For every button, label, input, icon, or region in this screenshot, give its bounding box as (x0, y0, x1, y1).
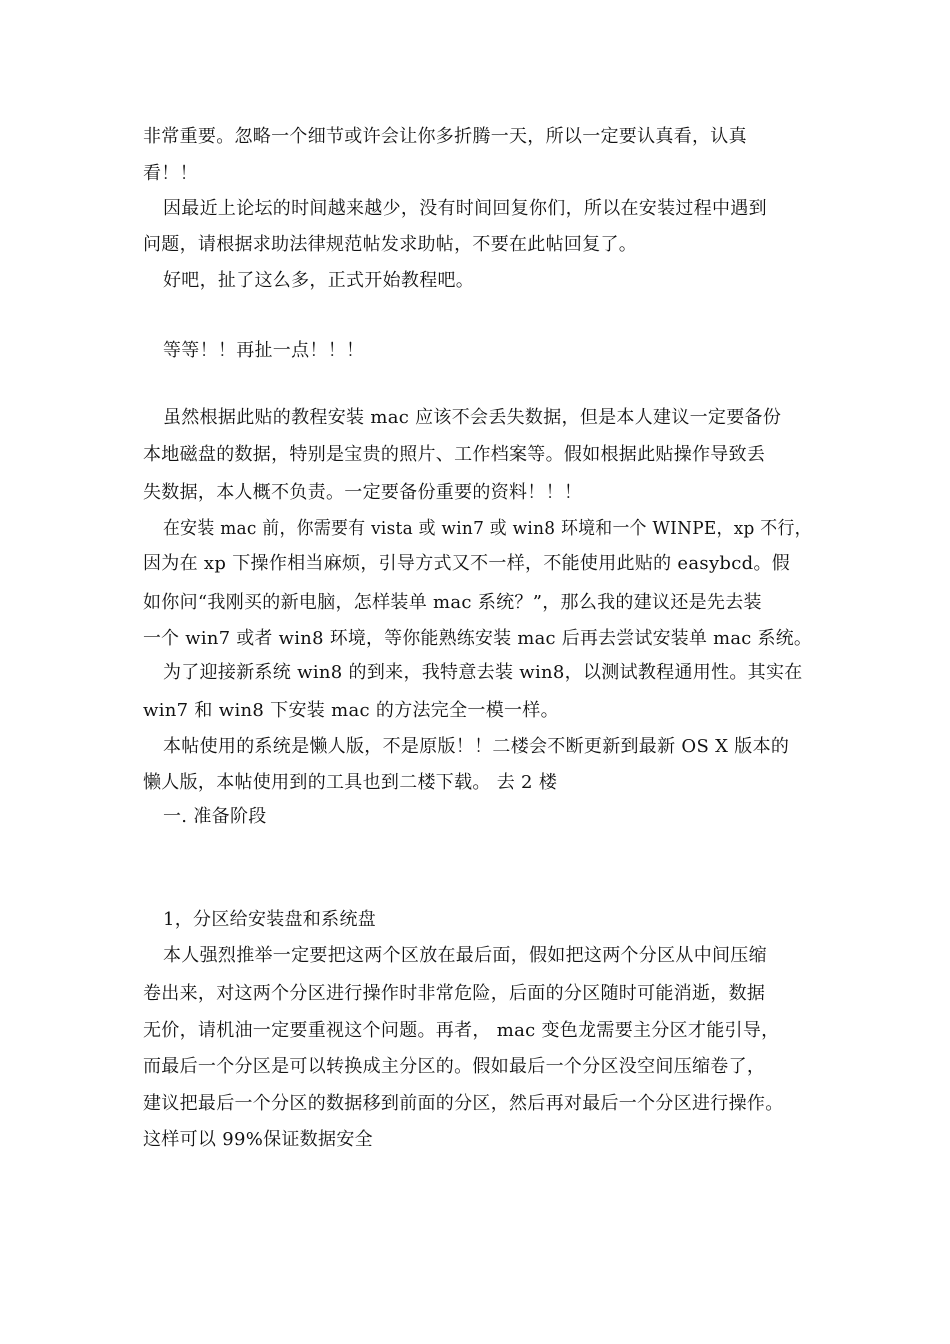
subsection-heading: 1，分区给安装盘和系统盘 (163, 909, 377, 930)
text-line-15: win7 和 win8 下安装 mac 的方法完全一模一样。 (143, 700, 559, 721)
text-line-9: 失数据，本人概不负责。一定要备份重要的资料！！！ (143, 482, 583, 503)
text-line-1: 非常重要。忽略一个细节或许会让你多折腾一天，所以一定要认真看，认真 (143, 126, 747, 147)
text-line-20: 本人强烈推举一定要把这两个区放在最后面，假如把这两个分区从中间压缩 (163, 945, 767, 966)
text-line-6: 等等！！再扯一点！！！ (163, 340, 365, 361)
text-line-16: 本帖使用的系统是懒人版，不是原版！！二楼会不断更新到最新 OS X 版本的 (163, 736, 790, 757)
text-line-21: 卷出来，对这两个分区进行操作时非常危险，后面的分区随时可能消逝，数据 (143, 983, 766, 1004)
text-line-25: 这样可以 99%保证数据安全 (143, 1129, 373, 1150)
text-line-23: 而最后一个分区是可以转换成主分区的。假如最后一个分区没空间压缩卷了， (143, 1056, 766, 1077)
text-line-7: 虽然根据此贴的教程安装 mac 应该不会丢失数据，但是本人建议一定要备份 (163, 407, 782, 428)
text-line-13: 一个 win7 或者 win8 环境，等你能熟练安装 mac 后再去尝试安装单 mac 系统。 (143, 628, 813, 649)
text-line-11: 因为在 xp 下操作相当麻烦，引导方式又不一样，不能使用此贴的 easybcd。假 (143, 553, 791, 574)
text-line-8: 本地磁盘的数据，特别是宝贵的照片、工作档案等。假如根据此贴操作导致丢 (143, 444, 766, 465)
text-line-17: 懒人版，本帖使用到的工具也到二楼下载。 去 2 楼 (143, 772, 558, 793)
text-line-2: 看！！ (143, 163, 198, 184)
text-line-22: 无价，请机油一定要重视这个问题。再者， mac 变色龙需要主分区才能引导， (143, 1020, 780, 1041)
text-line-4: 问题，请根据求助法律规范帖发求助帖，不要在此帖回复了。 (143, 234, 638, 255)
text-line-10: 在安装 mac 前，你需要有 vista 或 win7 或 win8 环境和一个 WINPE，xp 不行， (163, 518, 812, 539)
section-heading: 一. 准备阶段 (163, 806, 267, 827)
text-line-24: 建议把最后一个分区的数据移到前面的分区，然后再对最后一个分区进行操作。 (143, 1093, 784, 1114)
text-line-5: 好吧，扯了这么多，正式开始教程吧。 (163, 270, 475, 291)
text-line-3: 因最近上论坛的时间越来越少，没有时间回复你们，所以在安装过程中遇到 (163, 198, 767, 219)
text-line-12: 如你问“我刚买的新电脑，怎样装单 mac 系统？”，那么我的建议还是先去装 (143, 592, 762, 613)
text-line-14: 为了迎接新系统 win8 的到来，我特意去装 win8，以测试教程通用性。其实在 (163, 662, 803, 683)
